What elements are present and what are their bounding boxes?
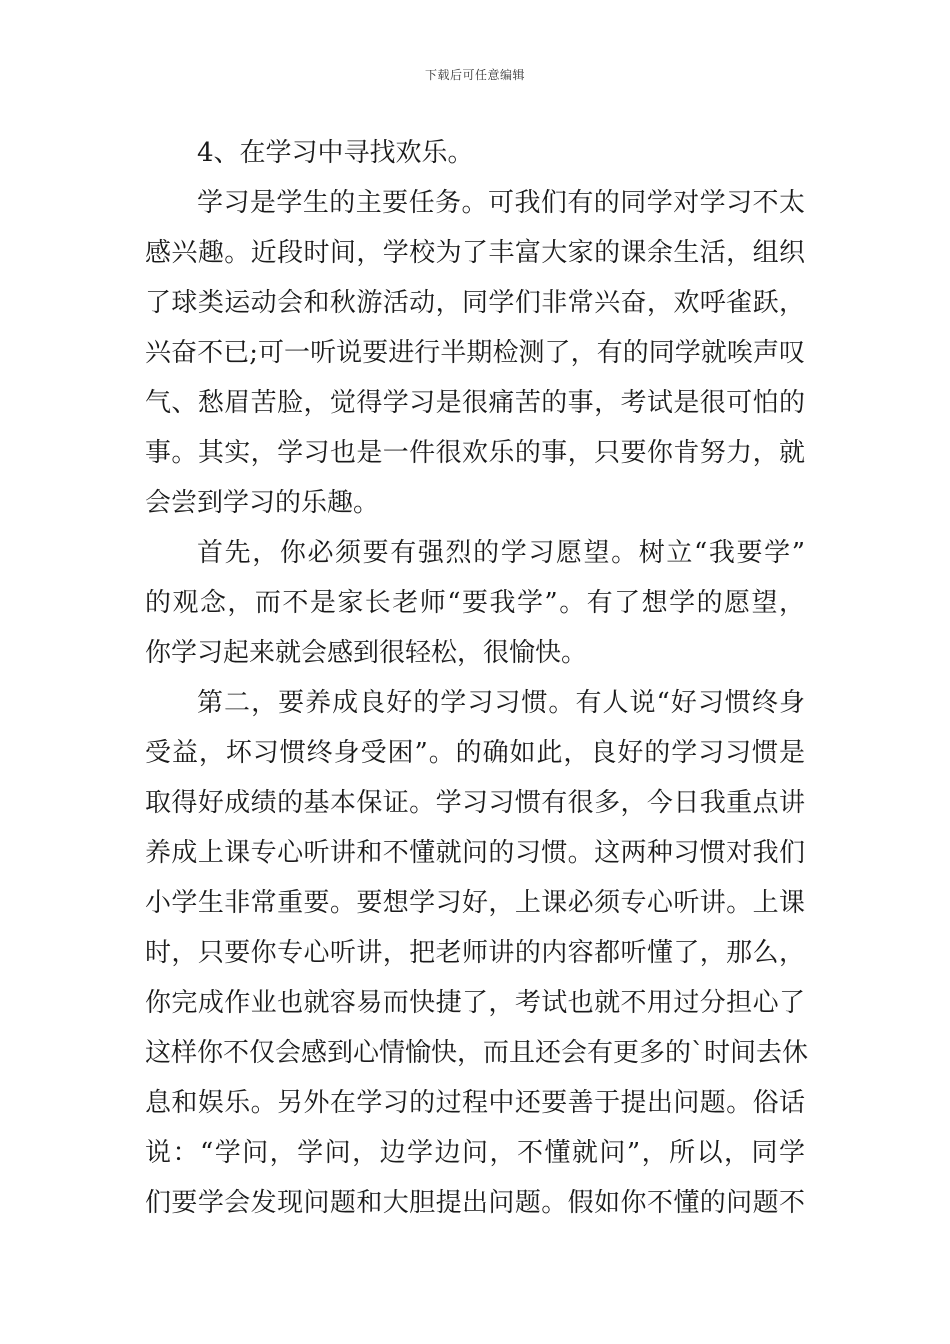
paragraph-line: 第二，要养成良好的学习习惯。有人说“好习惯终身 xyxy=(197,688,805,718)
paragraph-line: 学习是学生的主要任务。可我们有的同学对学习不太 xyxy=(197,188,805,218)
paragraph-line: 受益，坏习惯终身受困”。的确如此，良好的学习习惯是 xyxy=(145,738,805,768)
paragraph-line: 你完成作业也就容易而快捷了，考试也就不用过分担心了 xyxy=(145,988,805,1018)
section-heading: 4、在学习中寻找欢乐。 xyxy=(197,138,474,168)
paragraph-line: 感兴趣。近段时间，学校为了丰富大家的课余生活，组织 xyxy=(145,238,805,268)
paragraph-line: 取得好成绩的基本保证。学习习惯有很多，今日我重点讲 xyxy=(145,788,805,818)
paragraph-line: 事。其实，学习也是一件很欢乐的事，只要你肯努力，就 xyxy=(145,438,805,468)
paragraph-line: 时，只要你专心听讲，把老师讲的内容都听懂了，那么， xyxy=(145,938,805,968)
paragraph-line: 说：“学问，学问，边学边问，不懂就问”，所以，同学 xyxy=(145,1138,805,1168)
paragraph-line: 养成上课专心听讲和不懂就问的习惯。这两种习惯对我们 xyxy=(145,838,805,868)
paragraph-line: 气、愁眉苦脸，觉得学习是很痛苦的事，考试是很可怕的 xyxy=(145,388,805,418)
paragraph-line: 会尝到学习的乐趣。 xyxy=(145,488,380,518)
paragraph-line: 了球类运动会和秋游活动，同学们非常兴奋，欢呼雀跃， xyxy=(145,288,805,318)
paragraph-line: 的观念，而不是家长老师“要我学”。有了想学的愿望， xyxy=(145,588,805,618)
page-header: 下载后可任意编辑 xyxy=(424,68,525,82)
paragraph-line: 兴奋不已;可一听说要进行半期检测了，有的同学就唉声叹 xyxy=(145,338,805,368)
document-body xyxy=(145,128,809,1228)
paragraph-line: 们要学会发现问题和大胆提出问题。假如你不懂的问题不 xyxy=(145,1188,805,1218)
paragraph-line: 息和娱乐。另外在学习的过程中还要善于提出问题。俗话 xyxy=(145,1088,805,1118)
paragraph-line: 小学生非常重要。要想学习好，上课必须专心听讲。上课 xyxy=(145,888,805,918)
paragraph-line: 你学习起来就会感到很轻松，很愉快。 xyxy=(145,638,588,668)
paragraph-line: 首先，你必须要有强烈的学习愿望。树立“我要学” xyxy=(197,538,805,568)
paragraph-line: 这样你不仅会感到心情愉快，而且还会有更多的`时间去休 xyxy=(145,1038,809,1068)
